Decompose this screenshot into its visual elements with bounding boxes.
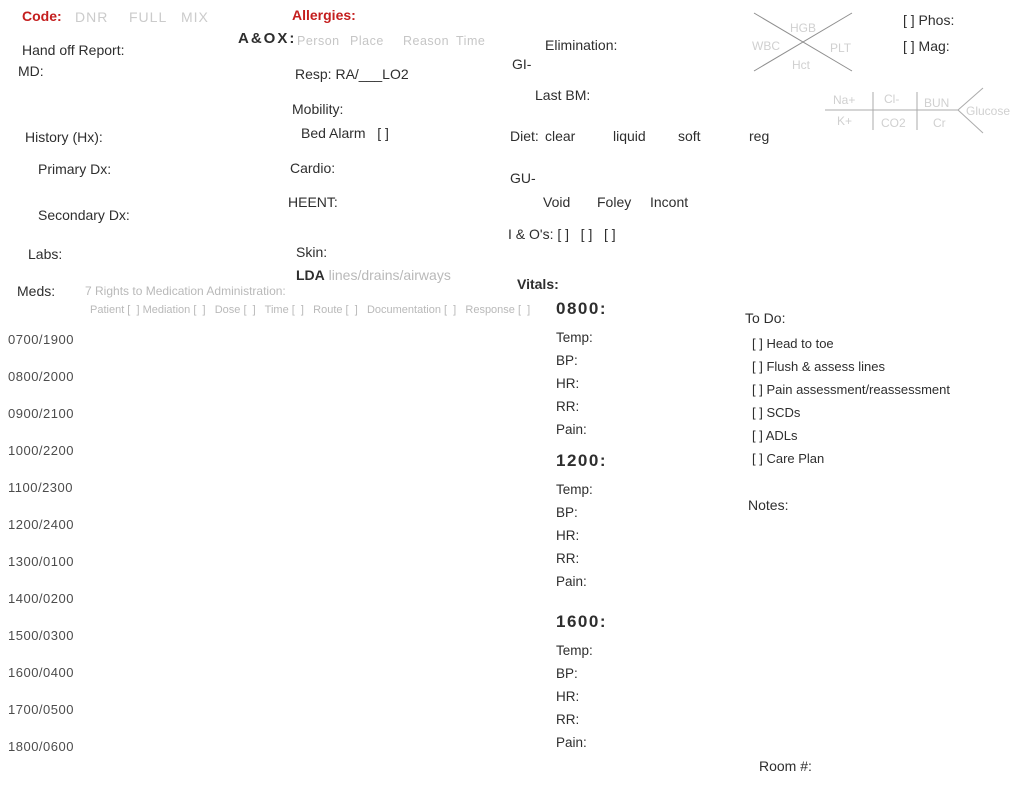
- todo-item-flush-assess-lines: [ ] Flush & assess lines: [752, 359, 885, 374]
- code-label: Code:: [22, 8, 62, 24]
- hr-field: HR:: [556, 376, 580, 391]
- aox-option-place: Place: [350, 34, 384, 48]
- med-time-row: 0900/2100: [8, 406, 74, 421]
- co2-label: CO2: [881, 116, 906, 130]
- med-time-row: 1100/2300: [8, 480, 73, 495]
- med-time-row: 0800/2000: [8, 369, 74, 384]
- vitals-section-1600: [556, 612, 607, 754]
- potassium-label: K+: [837, 114, 853, 128]
- glucose-label: Glucose: [966, 104, 1011, 118]
- med-time-row: 1000/2200: [8, 443, 74, 458]
- vitals-time-header: 1600:: [556, 612, 607, 631]
- aox-option-person: Person: [297, 34, 340, 48]
- rr-field: RR:: [556, 551, 580, 566]
- mobility-label: Mobility:: [292, 101, 344, 117]
- todo-item-pain-assessment: [ ] Pain assessment/reassessment: [752, 382, 950, 397]
- secondary-dx-label: Secondary Dx:: [38, 207, 130, 223]
- room-number-label: Room #:: [759, 758, 812, 774]
- vitals-section-0800: [556, 299, 607, 441]
- hr-field: HR:: [556, 689, 580, 704]
- diet-option-soft: soft: [678, 128, 701, 144]
- todo-label: To Do:: [745, 310, 786, 326]
- med-time-row: 1800/0600: [8, 739, 74, 754]
- cbc-fishbone-diagram: [748, 8, 858, 78]
- bp-field: BP:: [556, 353, 578, 368]
- labs-label: Labs:: [28, 246, 63, 262]
- gu-label: GU-: [510, 170, 536, 186]
- seven-rights-checklist: Patient [ ] Mediation [ ] Dose [ ] Time [ ] Route [ ] Documentation [ ] Response [ ]: [90, 304, 531, 316]
- bed-alarm-field: Bed Alarm [ ]: [301, 125, 389, 141]
- primary-dx-label: Primary Dx:: [38, 161, 112, 177]
- skin-label: Skin:: [296, 244, 328, 260]
- med-time-row: 1500/0300: [8, 628, 74, 643]
- pain-field: Pain:: [556, 422, 587, 437]
- rr-field: RR:: [556, 712, 580, 727]
- sodium-label: Na+: [833, 93, 856, 107]
- hr-field: HR:: [556, 528, 580, 543]
- med-times-list: [8, 330, 74, 757]
- temp-field: Temp:: [556, 643, 593, 658]
- temp-field: Temp:: [556, 482, 593, 497]
- med-time-row: 1200/2400: [8, 517, 74, 532]
- gi-label: GI-: [512, 56, 532, 72]
- elimination-label: Elimination:: [545, 37, 618, 53]
- rr-field: RR:: [556, 399, 580, 414]
- hgb-label: HGB: [790, 21, 817, 35]
- gu-option-foley: Foley: [597, 194, 632, 210]
- temp-field: Temp:: [556, 330, 593, 345]
- lda-label: LDA: [296, 267, 325, 283]
- bp-field: BP:: [556, 505, 578, 520]
- bun-label: BUN: [924, 96, 950, 110]
- heent-label: HEENT:: [288, 194, 338, 210]
- chem-fishbone-diagram: [820, 85, 1020, 137]
- gu-option-incont: Incont: [650, 194, 689, 210]
- seven-rights-title: 7 Rights to Medication Administration:: [85, 284, 286, 298]
- diet-option-liquid: liquid: [613, 128, 646, 144]
- pain-field: Pain:: [556, 574, 587, 589]
- code-option-full: FULL: [129, 9, 168, 25]
- lda-row: [296, 267, 451, 283]
- med-time-row: 0700/1900: [8, 332, 74, 347]
- code-option-mix: MIX: [181, 9, 209, 25]
- ios-field: I & O's: [ ] [ ] [ ]: [508, 226, 616, 242]
- cardio-label: Cardio:: [290, 160, 336, 176]
- chloride-label: Cl-: [884, 92, 900, 106]
- wbc-label: WBC: [752, 39, 780, 53]
- diet-option-reg: reg: [749, 128, 770, 144]
- todo-item-head-to-toe: [ ] Head to toe: [752, 336, 834, 351]
- todo-item-scds: [ ] SCDs: [752, 405, 801, 420]
- diet-option-clear: clear: [545, 128, 576, 144]
- allergies-label: Allergies:: [292, 7, 356, 23]
- last-bm-label: Last BM:: [535, 87, 591, 103]
- meds-label: Meds:: [17, 283, 56, 299]
- todo-list: [752, 336, 950, 466]
- resp-field: Resp: RA/___LO2: [295, 66, 409, 82]
- med-time-row: 1300/0100: [8, 554, 74, 569]
- med-time-row: 1600/0400: [8, 665, 74, 680]
- aox-option-reason: Reason: [403, 34, 450, 48]
- gu-option-void: Void: [543, 194, 571, 210]
- diet-label: Diet:: [510, 128, 539, 144]
- bp-field: BP:: [556, 666, 578, 681]
- vitals-label: Vitals:: [517, 276, 559, 292]
- md-label: MD:: [18, 63, 44, 79]
- aox-option-time: Time: [456, 34, 486, 48]
- phos-checkbox: [ ] Phos:: [903, 12, 955, 28]
- lda-hint: lines/drains/airways: [328, 267, 451, 283]
- todo-item-care-plan: [ ] Care Plan: [752, 451, 825, 466]
- med-time-row: 1700/0500: [8, 702, 74, 717]
- todo-item-adls: [ ] ADLs: [752, 428, 798, 443]
- hct-label: Hct: [792, 58, 810, 72]
- plt-label: PLT: [830, 41, 852, 55]
- code-option-dnr: DNR: [75, 9, 109, 25]
- notes-label: Notes:: [748, 497, 789, 513]
- handoff-report-label: Hand off Report:: [22, 42, 125, 58]
- mag-checkbox: [ ] Mag:: [903, 38, 950, 54]
- vitals-section-1200: [556, 451, 607, 593]
- pain-field: Pain:: [556, 735, 587, 750]
- aox-label: A&OX:: [238, 30, 297, 47]
- vitals-time-header: 1200:: [556, 451, 607, 470]
- history-label: History (Hx):: [25, 129, 103, 145]
- vitals-time-header: 0800:: [556, 299, 607, 318]
- creatinine-label: Cr: [933, 116, 946, 130]
- med-time-row: 1400/0200: [8, 591, 74, 606]
